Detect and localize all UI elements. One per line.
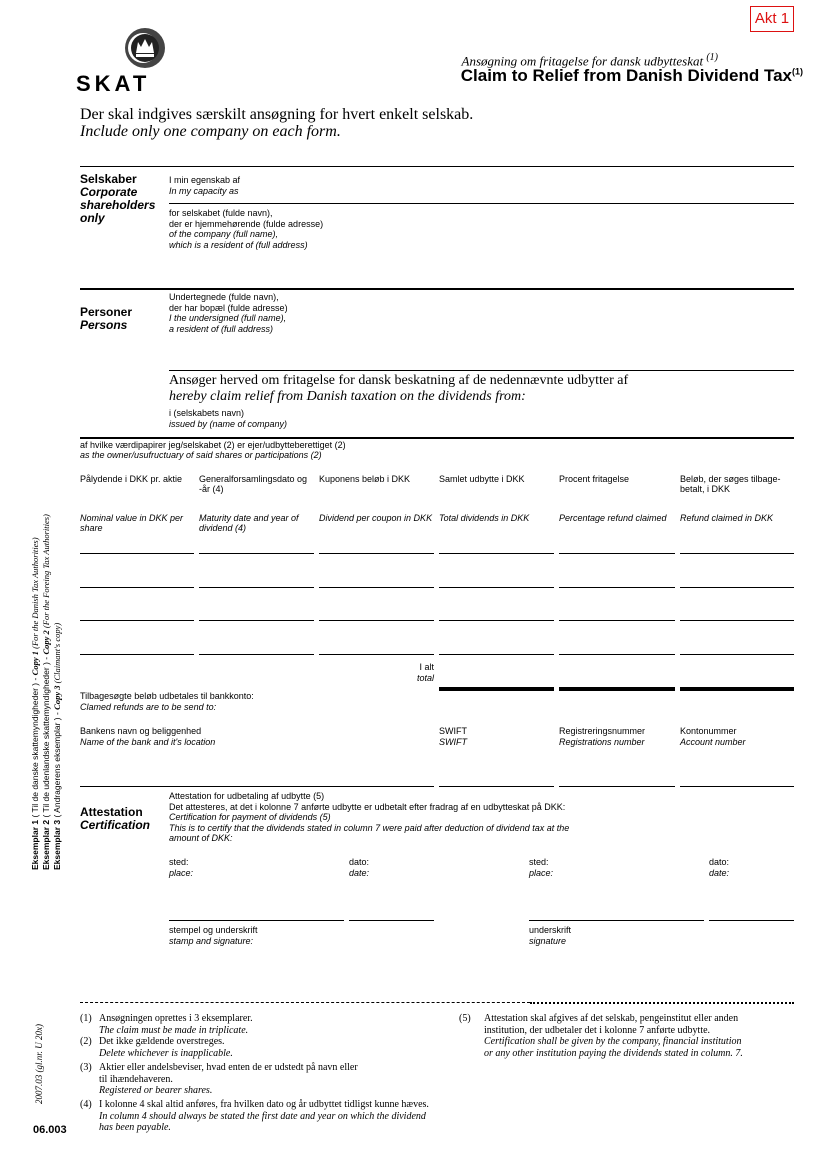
footnote-1-text: Ansøgningen oprettes i 3 eksemplarer. The claim must be made in triplicate. (99, 1013, 253, 1036)
date-field-left[interactable] (349, 920, 434, 921)
total-field-col5[interactable] (559, 687, 675, 691)
title-danish: Ansøgning om fritagelse for dansk udbytteskat $^{(1)}$ (461, 52, 718, 69)
instruction-danish: Der skal indgives særskilt ansøgning for hvert enkelt selskab. (80, 106, 474, 123)
table-line[interactable] (319, 553, 434, 554)
table-line[interactable] (680, 587, 794, 588)
skat-logo (76, 26, 172, 96)
table-line[interactable] (439, 654, 554, 655)
registration-label: Registreringsnummer Registrations number (559, 726, 646, 747)
table-line[interactable] (680, 620, 794, 621)
attestation-text: Attestation for udbetaling af udbytte (5) Det attesteres, at det i kolonne 7 anførte udbytte er udbetalt efter fradrag af en udbytteskat på DKK: Certification for payment of dividends (5) This is to certify that the dividends stated in column 7 were paid after deduction of dividend tax at the amount of DKK: (169, 791, 570, 843)
footnote-5-text: Attestation skal afgives af det selskab, pengeinstitut eller anden institution, der udbetaler det i kolonne 7 anførte udbytte. Certification shall be given by the company, financial institution or any other institution paying the dividends stated in column. 7. (484, 1013, 743, 1059)
issued-by-field[interactable] (80, 437, 794, 439)
capacity-field[interactable] (169, 203, 794, 204)
bank-name-field[interactable] (80, 786, 434, 787)
table-line[interactable] (80, 654, 194, 655)
table-line[interactable] (680, 553, 794, 554)
title-english: Claim to Relief from Danish Dividend Tax$^{(1)}$ (460, 66, 803, 85)
claim-top-rule (169, 370, 794, 371)
registration-field[interactable] (559, 786, 675, 787)
claim-english: hereby claim relief from Danish taxation on the dividends from: (169, 389, 526, 404)
table-line[interactable] (559, 553, 675, 554)
col-header-3-en: Dividend per coupon in DKK (319, 513, 433, 523)
table-line[interactable] (559, 587, 675, 588)
footnote-2: (2) (80, 1036, 92, 1047)
table-line[interactable] (319, 654, 434, 655)
account-label: Kontonummer Account number (680, 726, 746, 747)
place-field-right[interactable] (529, 920, 704, 921)
corporate-heading: Selskaber Corporate shareholders only (80, 172, 156, 225)
col-header-6: Beløb, der søges tilbage-betalt, i DKK (680, 474, 781, 494)
persons-label: Undertegnede (fulde navn), der har bopæl (fulde adresse) I the undersigned (full name), a resident of (full address) (169, 292, 288, 334)
table-line[interactable] (199, 620, 314, 621)
swift-label: SWIFT SWIFT (439, 726, 467, 747)
copy-sidebar: Eksemplar 1 ( Til de danske skattemyndigheder ) - Copy 1 (For the Danish Tax Authorities) Eksemplar 2 ( Til de udenlandske skattemyndigheder ) - Copy 2 (For the Foreing Tax Authorities) Eksemplar 3 ( Andragerens eksemplar ) - Copy 3 (Claimant's copy) (30, 514, 62, 870)
table-line[interactable] (439, 620, 554, 621)
owner-label: af hvilke værdipapirer jeg/selskabet (2) er ejer/udbytteberettiget (2) as the owner/usufructuary of said shares or participations (2) (80, 440, 346, 460)
table-line[interactable] (559, 620, 675, 621)
footnote-2-text: Det ikke gældende overstreges. Delete whichever is inapplicable. (99, 1036, 233, 1059)
table-line[interactable] (199, 587, 314, 588)
place-label-left: sted: place: (169, 857, 194, 878)
footnote-4-text: I kolonne 4 skal altid anføres, fra hvilken dato og år udbyttet tidligst kunne hæves. In column 4 should always be stated the first date and year on which the dividend has been payable. (99, 1099, 429, 1133)
table-line[interactable] (80, 620, 194, 621)
capacity-label: I min egenskab af In my capacity as (169, 175, 241, 196)
bank-intro: Tilbagesøgte beløb udbetales til bankkonto: Clamed refunds are to be send to: (80, 691, 254, 712)
col-header-2: Generalforsamlingsdato og -år (4) (199, 474, 308, 494)
footnote-separator-dashed (80, 1002, 530, 1003)
total-field-col6[interactable] (680, 687, 794, 691)
persons-top-rule (80, 288, 794, 290)
issued-by-label: i (selskabets navn) issued by (name of company) (169, 408, 288, 429)
attestation-heading: Attestation Certification (80, 805, 151, 832)
footnote-separator-dotted (530, 1002, 794, 1004)
table-line[interactable] (680, 654, 794, 655)
company-label: for selskabet (fulde navn), der er hjemmehørende (fulde adresse) of the company (full name), which is a resident of (full address) (169, 208, 324, 250)
date-label-left: dato: date: (349, 857, 370, 878)
signature-label: underskrift signature (529, 925, 572, 946)
footnote-3-text: Aktier eller andelsbeviser, hvad enten de er udstedt på navn eller til ihændehaveren. Registered or bearer shares. (99, 1062, 358, 1096)
col-header-5-en: Percentage refund claimed (559, 513, 667, 523)
table-line[interactable] (80, 553, 194, 554)
col-header-1: Pålydende i DKK pr. aktie (80, 474, 183, 484)
table-line[interactable] (559, 654, 675, 655)
col-header-4-en: Total dividends in DKK (439, 513, 530, 523)
table-line[interactable] (80, 587, 194, 588)
persons-heading: Personer Persons (80, 305, 133, 332)
stamp-signature-label: stempel og underskrift stamp and signature: (169, 925, 258, 946)
table-line[interactable] (199, 654, 314, 655)
bank-name-label: Bankens navn og beliggenhed Name of the bank and it's location (80, 726, 216, 747)
akt-label: Akt 1 (750, 6, 794, 32)
total-field-col4[interactable] (439, 687, 554, 691)
footnote-5: (5) (459, 1013, 471, 1024)
col-header-1-en: Nominal value in DKK per share (80, 513, 184, 533)
swift-field[interactable] (439, 786, 554, 787)
instruction-english: Include only one company on each form. (80, 123, 341, 140)
table-line[interactable] (439, 587, 554, 588)
col-header-5: Procent fritagelse (559, 474, 630, 484)
table-line[interactable] (199, 553, 314, 554)
place-label-right: sted: place: (529, 857, 554, 878)
col-header-6-en: Refund claimed in DKK (680, 513, 774, 523)
footnote-3: (3) (80, 1062, 92, 1073)
total-label: I alt total (416, 662, 434, 683)
col-header-2-en: Maturity date and year of dividend (4) (199, 513, 299, 533)
date-label-right: dato: date: (709, 857, 730, 878)
crown-emblem-icon (76, 26, 172, 74)
place-field-left[interactable] (169, 920, 344, 921)
table-line[interactable] (319, 587, 434, 588)
form-number: 06.003 (33, 1124, 67, 1136)
version-label: 2007.03 (gl.nr. U 20x) (34, 1024, 44, 1104)
footnote-1: (1) (80, 1013, 92, 1024)
table-line[interactable] (319, 620, 434, 621)
footnote-4: (4) (80, 1099, 92, 1110)
claim-danish: Ansøger herved om fritagelse for dansk beskatning af de nedennævnte udbytter af (169, 373, 629, 388)
date-field-right[interactable] (709, 920, 794, 921)
corporate-top-rule (80, 166, 794, 167)
table-line[interactable] (439, 553, 554, 554)
skat-logo-text: SKAT (76, 71, 151, 96)
col-header-4: Samlet udbytte i DKK (439, 474, 525, 484)
account-field[interactable] (680, 786, 794, 787)
col-header-3: Kuponens beløb i DKK (319, 474, 411, 484)
